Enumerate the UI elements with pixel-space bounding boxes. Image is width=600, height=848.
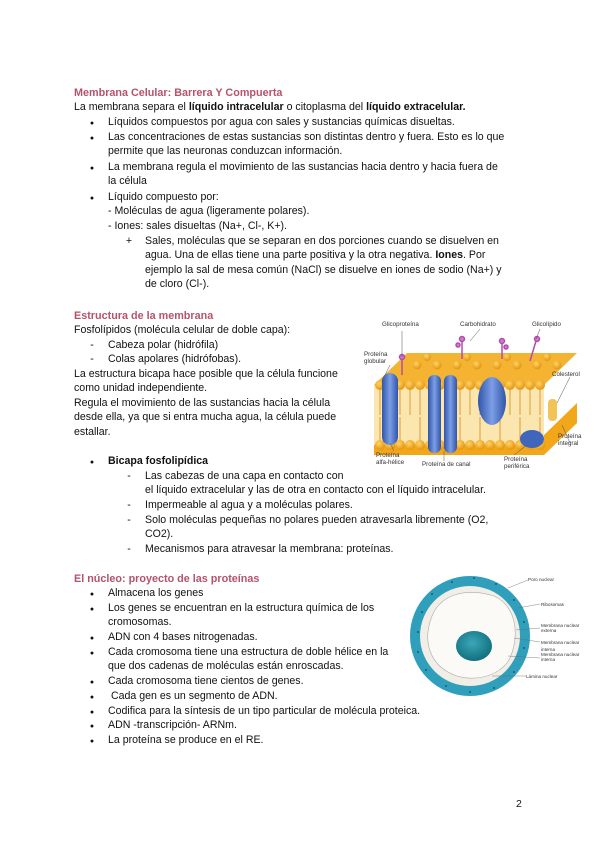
label-proteina-alfa-helice: Proteína alfa-hélice [376,452,405,466]
dash-bullet-icon [122,542,136,557]
bullet-icon [85,160,99,177]
list-item-cont: la célula [108,175,147,187]
heading-nucleo: El núcleo: proyecto de las proteínas [74,573,260,585]
list-item: ADN -transcripción- ARNm. [108,719,237,731]
label-glicolipido: Glicolípido [532,321,561,328]
list-item: La membrana regula el movimiento de las sustancias hacia dentro y hacia fuera de [108,161,498,173]
sub-item-cont: agua. Una de ellas tiene una parte positiva y la otra negativa. Iones. Por [145,249,486,261]
nucleus-diagram [408,572,593,700]
label-colesterol: Colesterol [552,371,580,378]
paragraph-line: como unidad independiente. [74,382,208,394]
dash-bullet-icon [85,338,99,353]
label-glicoproteina: Glicoproteína [382,321,419,328]
label-membrana-interna-b: Membrana nuclear interna [541,652,580,662]
peripheral-protein [520,430,544,448]
cell-membrane-diagram [362,315,592,475]
list-item-cont: permite que las neuronas conduzcan información. [108,145,343,157]
paragraph-line: La estructura bicapa hace posible que la célula funcione [74,368,338,380]
dash-bullet-icon [85,352,99,367]
nucleolus [456,631,492,661]
list-item: Cabeza polar (hidrófila) [108,339,219,351]
bullet-icon [85,190,99,207]
paragraph-line: desde ella, ya que si entra mucha agua, la célula puede [74,411,337,423]
label-proteina-integral: Proteína integral [558,433,582,447]
bullet-icon [85,645,99,662]
list-item: Colas apolares (hidrófobas). [108,353,242,365]
paragraph-line: Regula el movimiento de las sustancias hacia la célula [74,397,331,409]
list-item-cont: el líquido extracelular y las de otra en contacto con el líquido intracelular. [145,484,486,496]
heading-membrana-celular: Membrana Celular: Barrera Y Compuerta [74,87,283,99]
sub-item-cont: de cloro (Cl-). [145,278,210,290]
list-item: Cada cromosoma tiene cientos de genes. [108,675,304,687]
list-item: Los genes se encuentran en la estructura química de los [108,602,375,614]
heading-estructura-membrana: Estructura de la membrana [74,310,214,322]
list-item-cont: - Moléculas de agua (ligeramente polares). [108,205,310,217]
list-item: Las cabezas de una capa en contacto con [145,470,344,482]
channel-protein-right [444,375,457,453]
list-item: Impermeable al agua y a moléculas polares. [145,499,353,511]
label-lamina-nuclear: Lámina nuclear [526,674,558,679]
list-item: Mecanismos para atravesar la membrana: proteínas. [145,543,394,555]
list-item: Las concentraciones de estas sustancias son distintas dentro y fuera. Esto es lo que [108,131,505,143]
bullet-icon [85,454,99,471]
sub-item-cont: ejemplo la sal de mesa común (NaCl) se disuelve en iones de sodio (Na+) y [145,264,502,276]
cholesterol-molecule [548,399,557,421]
integral-protein [478,377,506,425]
list-item: Cada gen es un segmento de ADN. [108,690,278,702]
membrane-core [374,385,544,445]
list-item: La proteína se produce en el RE. [108,734,264,746]
plus-bullet-icon [122,234,136,249]
bullet-icon [85,733,99,750]
lipid-heads-bottom [375,440,545,450]
alpha-helix-protein [382,373,398,445]
sub-item: Sales, moléculas que se separan en dos porciones cuando se disuelven en [145,235,499,247]
label-ribosomas: Ribosomas [541,602,564,607]
label-poro-nuclear: Poro nuclear [528,577,555,582]
label-carbohidrato: Carbohidrato [460,321,496,328]
paragraph-line: estallar. [74,426,111,438]
bicapa-heading: Bicapa fosfolipídica [108,455,209,467]
bullet-icon [85,130,99,147]
list-item: Solo moléculas pequeñas no polares pueden atravesarla libremente (O2, [145,514,489,526]
membrane-illustration [362,315,592,475]
label-membrana-externa: Membrana nuclear externa [541,623,580,633]
dash-bullet-icon [122,513,136,528]
list-item: Cada cromosoma tiene una estructura de doble hélice en la [108,646,389,658]
label-proteina-canal: Proteína de canal [422,461,471,468]
label-membrana-interna-a: Membrana nuclear interna [541,640,580,652]
bullet-icon [85,601,99,618]
list-item: ADN con 4 bases nitrogenadas. [108,631,258,643]
list-item-cont: que dos cadenas de moléculas están enroscadas. [108,660,344,672]
intro-paragraph: La membrana separa el líquido intracelular o citoplasma del líquido extracelular. [74,101,466,113]
dash-bullet-icon [122,498,136,513]
list-item: Almacena los genes [108,587,204,599]
list-item: Codifica para la síntesis de un tipo particular de molécula proteica. [108,705,421,717]
list-item: Líquidos compuestos por agua con sales y sustancias químicas disueltas. [108,116,455,128]
nucleus-illustration [408,572,593,700]
label-proteina-globular: Proteína globular [364,351,388,365]
list-item-cont: cromosomas. [108,616,172,628]
page-number: 2 [516,798,522,810]
dash-bullet-icon [122,469,136,484]
list-item: Líquido compuesto por: [108,191,219,203]
channel-protein-left [428,375,441,453]
list-item-cont: CO2). [145,528,174,540]
list-item-cont: - Iones: sales disueltas (Na+, Cl-, K+). [108,220,287,232]
fosfolipidos-line: Fosfolípidos (molécula celular de doble capa): [74,324,291,336]
label-proteina-periferica: Proteína periférica [504,456,530,470]
